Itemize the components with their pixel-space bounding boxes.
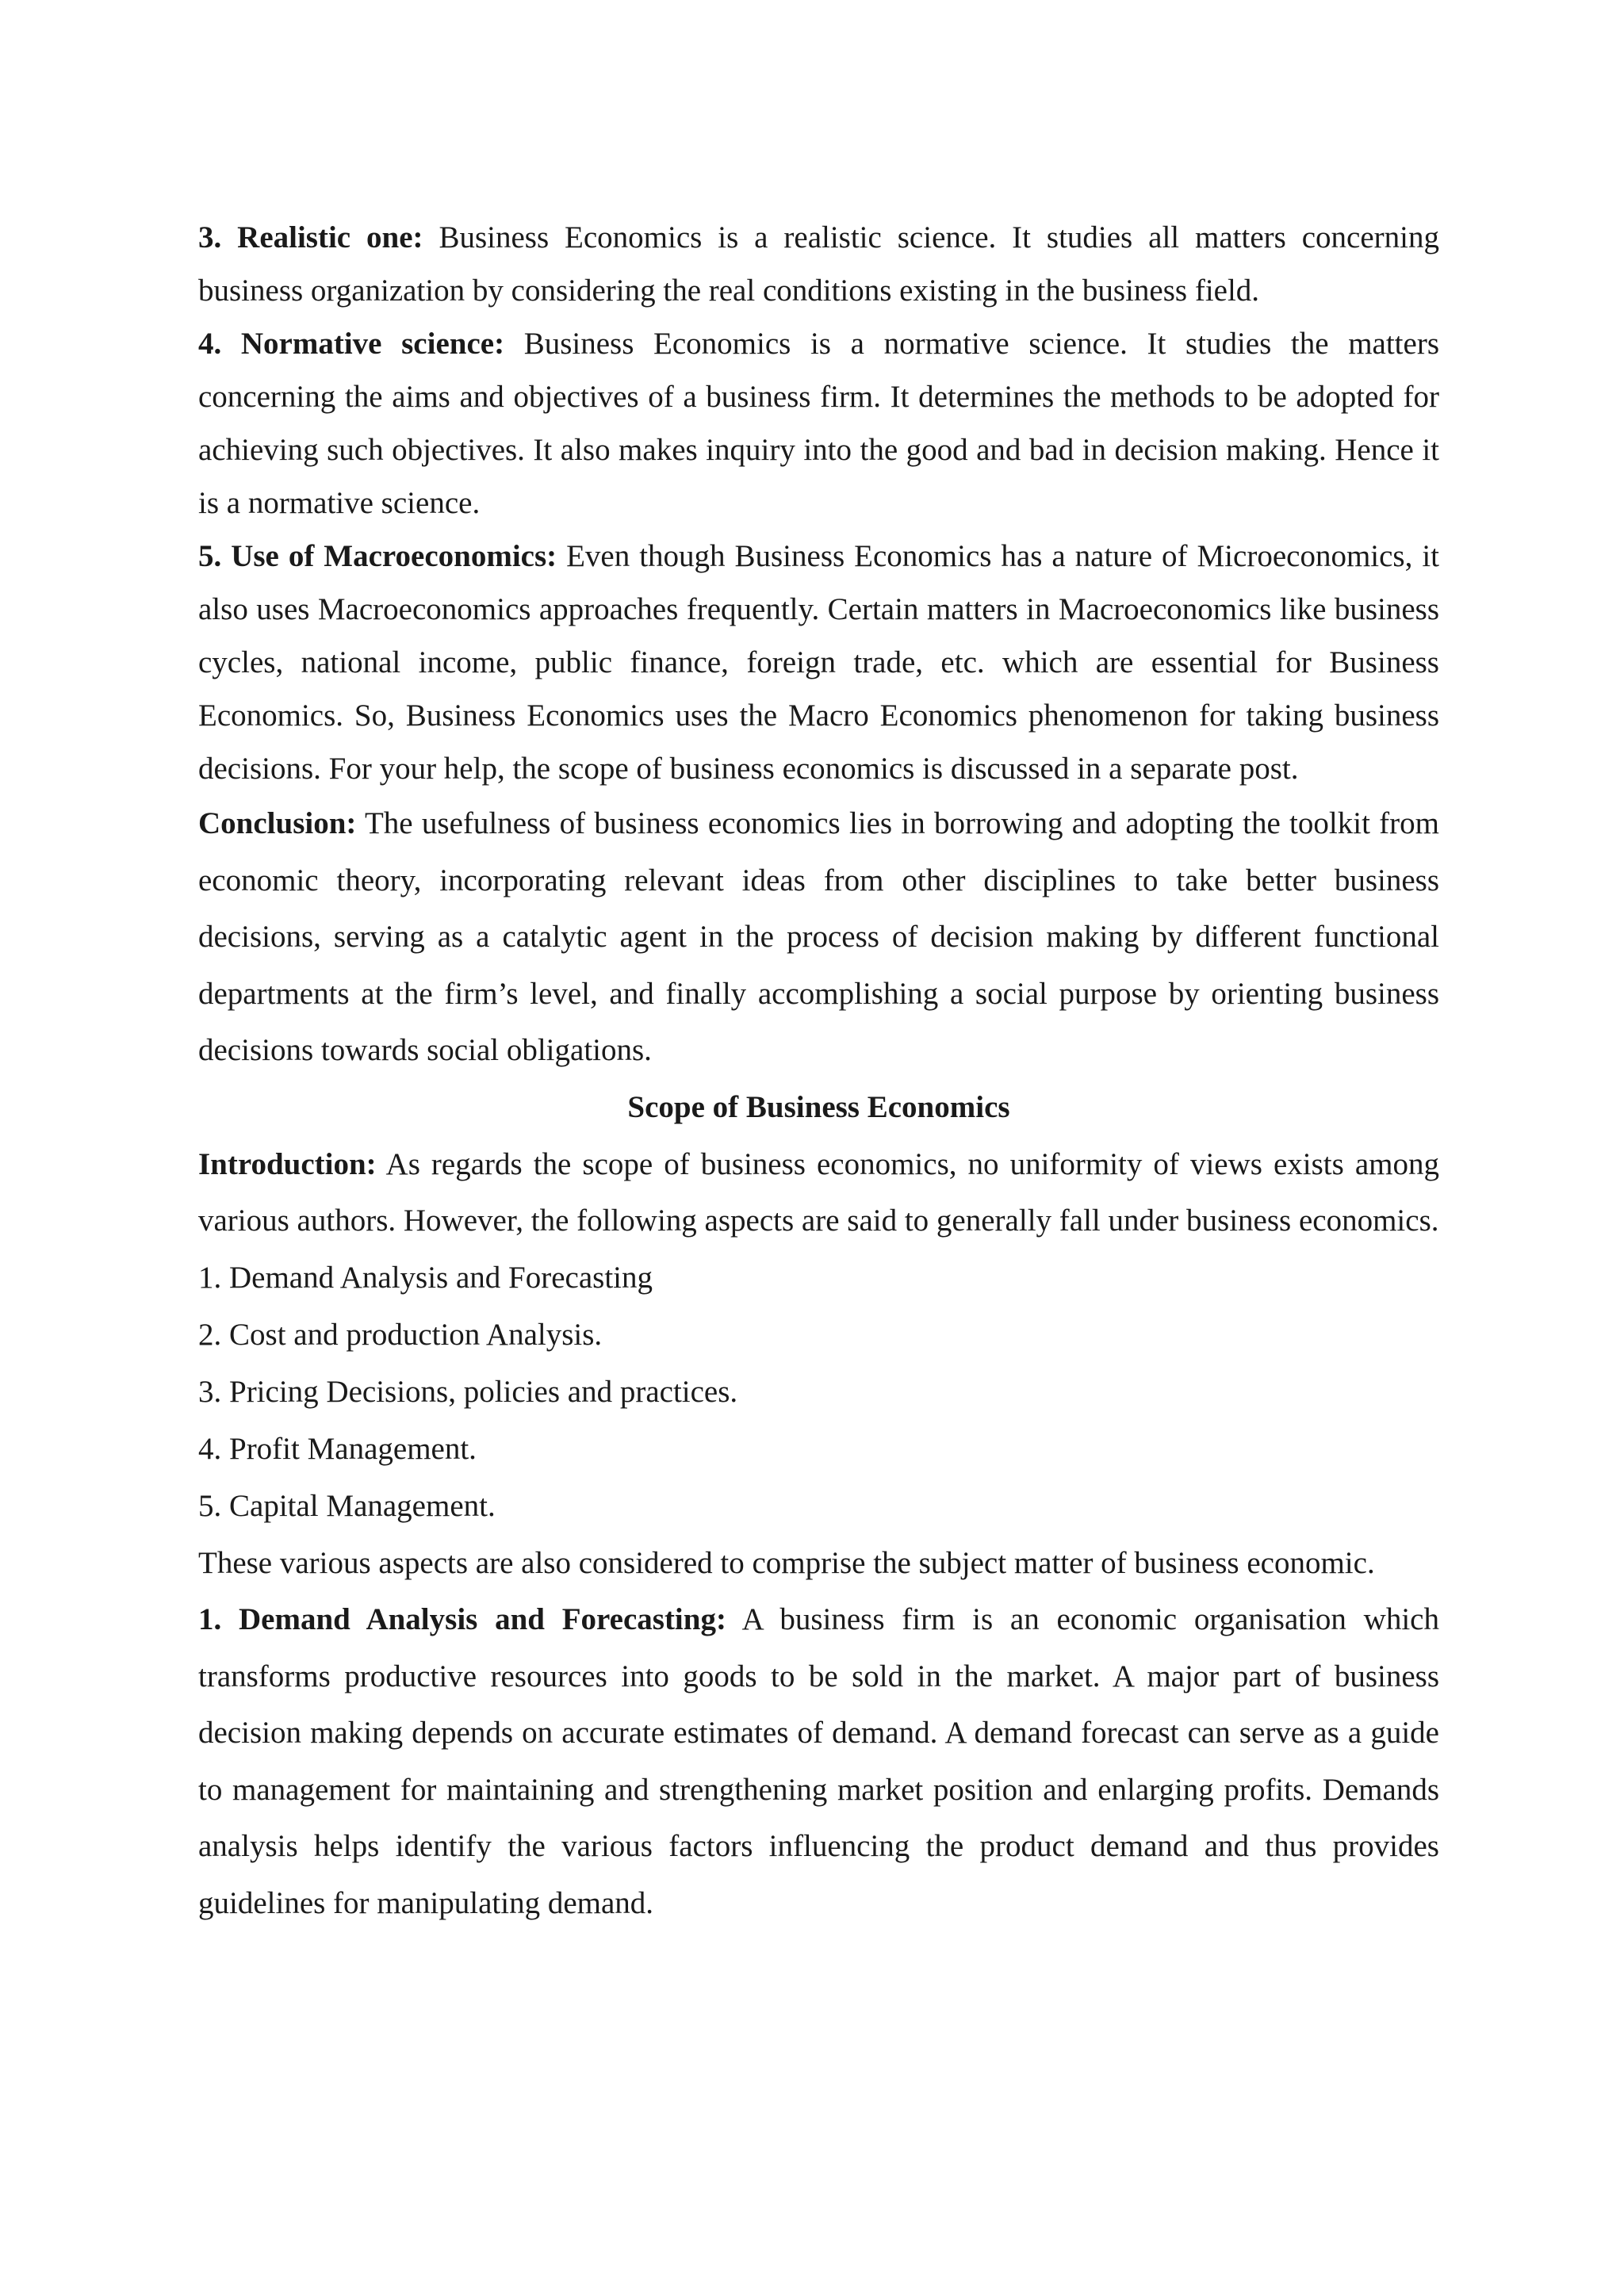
section-heading: Scope of Business Economics: [627, 1089, 1010, 1124]
point-label: 4. Normative science:: [198, 327, 505, 361]
point-normative: [198, 317, 1439, 530]
conclusion-text: The usefulness of business economics lies in borrowing and adopting the toolkit from economic theory, incorporating relevant ideas from other disciplines to take better business decisions, serving as a catalytic agent in the process of decision making by different functional departments at the firm’s level, and finally accomplishing a social purpose by orienting business decisions towards social obligations.: [198, 806, 1439, 1067]
list-item: 2. Cost and production Analysis.: [198, 1317, 603, 1352]
point-text: Business Economics is a normative science. It studies the matters concerning the aims and objectives of a business firm. It determines the methods to be adopted for achieving such objectives. It also makes inquiry into the good and bad in decision making. Hence it is a normative science.: [198, 327, 1439, 520]
point-label: 3. Realistic one:: [198, 220, 423, 254]
introduction-label: Introduction:: [198, 1146, 377, 1181]
list-item: 1. Demand Analysis and Forecasting: [198, 1260, 653, 1295]
point-text: Business Economics is a realistic science. It studies all matters concerning business organization by considering the real conditions existing in the business field.: [198, 220, 1439, 308]
demand-analysis-paragraph: [198, 1591, 1439, 1931]
list-item: 5. Capital Management.: [198, 1488, 496, 1523]
point-text: Even though Business Economics has a nature of Microeconomics, it also uses Macroeconomics approaches frequently. Certain matters in Macroeconomics like business cycles, national income, public finance, foreign trade, etc. which are essential for Business Economics. So, Business Economics uses the Macro Economics phenomenon for taking business decisions. For your help, the scope of business economics is discussed in a separate post.: [198, 539, 1439, 786]
conclusion-label: Conclusion:: [198, 806, 357, 840]
point-label: 5. Use of Macroeconomics:: [198, 539, 557, 573]
aspects-summary: These various aspects are also considered to comprise the subject matter of business economic.: [198, 1545, 1375, 1580]
point-realistic: [198, 211, 1439, 317]
document-page: [198, 211, 1439, 1931]
point-macroeconomics: [198, 530, 1439, 795]
introduction-paragraph: [198, 1136, 1439, 1249]
list-item: 4. Profit Management.: [198, 1431, 477, 1466]
demand-label: 1. Demand Analysis and Forecasting:: [198, 1602, 726, 1636]
introduction-text: As regards the scope of business economics, no uniformity of views exists among various authors. However, the following aspects are said to generally fall under business economics.: [198, 1146, 1439, 1238]
conclusion-paragraph: [198, 795, 1439, 1079]
demand-text: A business firm is an economic organisation which transforms productive resources into goods to be sold in the market. A major part of business decision making depends on accurate estimates of demand. A demand forecast can serve as a guide to management for maintaining and strengthening market position and enlarging profits. Demands analysis helps identify the various factors influencing the product demand and thus provides guidelines for manipulating demand.: [198, 1602, 1439, 1920]
aspects-list: [198, 1249, 1439, 1535]
list-item: 3. Pricing Decisions, policies and practices.: [198, 1374, 738, 1409]
